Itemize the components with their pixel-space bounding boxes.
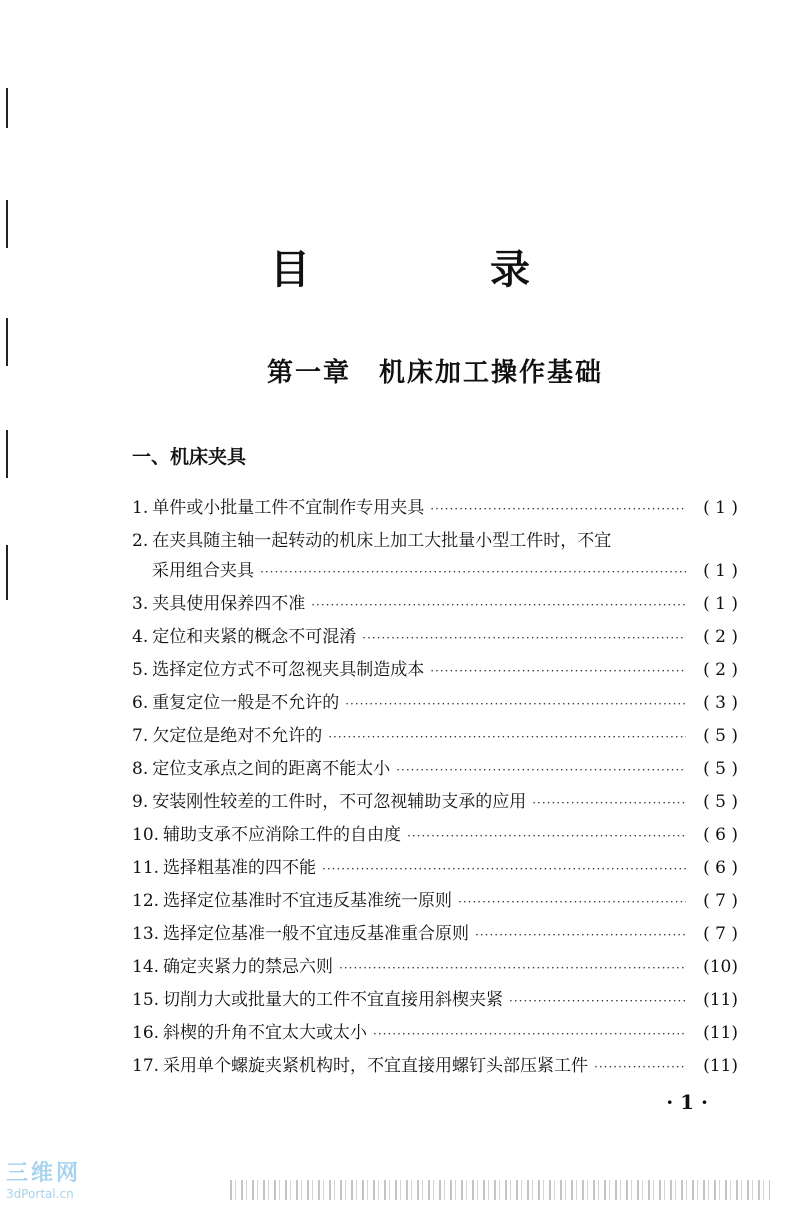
dot-leader [311,589,686,622]
toc-entry-page: ( 1 ) [703,561,738,581]
toc-entry-page: ( 7 ) [703,924,738,944]
dot-leader [458,886,686,919]
toc-entry-page: ( 6 ) [703,825,738,845]
toc-entry-number: 10. [132,825,160,845]
dot-leader [322,853,686,886]
toc-entry-title: 定位和夹紧的概念不可混淆 [152,627,357,647]
toc-entry-page: (11) [703,990,738,1010]
toc-entry-title: 夹具使用保养四不准 [152,594,306,614]
dot-leader [328,721,686,754]
toc-entry-title: 切削力大或批量大的工件不宜直接用斜楔夹紧 [163,990,504,1010]
toc-entry[interactable] [132,588,738,621]
toc-entry-title: 选择定位基准一般不宜违反基准重合原则 [163,924,470,944]
toc-entry[interactable] [132,951,738,984]
toc-entry[interactable] [132,654,738,687]
toc-entry-number: 9. [132,792,149,812]
toc-entry-number: 14. [132,957,160,977]
page-title: 目 录 [270,247,600,293]
toc-entry-number: 2. [132,531,149,551]
dot-leader [339,952,686,985]
toc-entry-title: 安装刚性较差的工件时，不可忽视辅助支承的应用 [152,792,527,812]
toc-entry-page: ( 5 ) [703,726,738,746]
toc-entry-title: 选择粗基准的四不能 [163,858,317,878]
toc-entry[interactable] [132,687,738,720]
dot-leader [532,787,686,820]
section-heading: 一、机床夹具 [132,446,247,468]
watermark-logo [6,1156,81,1201]
toc-entry-title: 定位支承点之间的距离不能太小 [152,759,391,779]
toc-entry-title: 采用单个螺旋夹紧机构时，不宜直接用螺钉头部压紧工件 [163,1056,589,1076]
chapter-heading: 第一章 机床加工操作基础 [266,358,603,388]
toc-entry-title: 单件或小批量工件不宜制作专用夹具 [152,498,425,518]
toc-entry[interactable] [132,918,738,951]
toc-entry-page: ( 2 ) [703,660,738,680]
toc-entry[interactable] [132,492,738,525]
toc-entry[interactable] [132,621,738,654]
toc-entry-page: (11) [703,1056,738,1076]
watermark-text: 三维网 [6,1161,82,1186]
toc-entry[interactable] [132,753,738,786]
dot-leader [373,1018,686,1051]
toc-entry-number: 15. [132,990,160,1010]
toc-entry-page: (11) [703,1023,738,1043]
toc-entry-title: 斜楔的升角不宜太大或太小 [163,1023,368,1043]
dot-leader [396,754,686,787]
toc-entry-page: ( 1 ) [703,594,738,614]
toc-entry-page: ( 2 ) [703,627,738,647]
dot-leader [594,1051,686,1084]
dot-leader [475,919,686,952]
watermark-url: 3dPortal.cn [6,1187,74,1201]
toc-entry-title: 辅助支承不应消除工件的自由度 [163,825,402,845]
page-number: · 1 · [666,1090,708,1114]
toc-entry-number: 6. [132,693,149,713]
toc-entry-title: 选择定位方式不可忽视夹具制造成本 [152,660,425,680]
toc-entry-number: 13. [132,924,160,944]
dot-leader [407,820,686,853]
toc-entry[interactable] [132,525,738,555]
dot-leader [345,688,686,721]
toc-entry-title: 重复定位一般是不允许的 [152,693,340,713]
table-of-contents [132,492,738,1083]
toc-entry-number: 16. [132,1023,160,1043]
toc-entry-number: 17. [132,1056,160,1076]
toc-entry-title: 采用组合夹具 [152,561,254,581]
toc-entry-number: 8. [132,759,149,779]
toc-entry-title: 在夹具随主轴一起转动的机床上加工大批量小型工件时，不宜 [152,531,612,551]
toc-entry-title: 确定夹紧力的禁忌六则 [163,957,334,977]
margin-mark [6,88,8,128]
dot-leader [509,985,686,1018]
toc-entry-number: 7. [132,726,149,746]
toc-entry-page: ( 3 ) [703,693,738,713]
toc-entry-page: ( 5 ) [703,759,738,779]
toc-entry-number: 3. [132,594,149,614]
dot-leader [260,556,686,589]
toc-entry-title: 选择定位基准时不宜违反基准统一原则 [163,891,453,911]
margin-mark [6,430,8,478]
toc-entry-number: 4. [132,627,149,647]
scan-noise-strip [230,1180,770,1200]
toc-entry-number: 12. [132,891,160,911]
toc-entry[interactable] [132,1050,738,1083]
toc-entry[interactable] [132,984,738,1017]
toc-entry-number: 1. [132,498,149,518]
toc-entry-page: ( 1 ) [703,498,738,518]
toc-entry[interactable] [132,819,738,852]
toc-entry[interactable] [132,852,738,885]
toc-entry-page: (10) [703,957,738,977]
toc-entry-page: ( 7 ) [703,891,738,911]
toc-entry[interactable] [132,786,738,819]
toc-entry-number: 11. [132,858,160,878]
dot-leader [430,655,686,688]
dot-leader [430,493,686,526]
toc-entry[interactable] [132,885,738,918]
dot-leader [362,622,686,655]
toc-entry[interactable] [132,1017,738,1050]
toc-entry-number: 5. [132,660,149,680]
toc-entry-page: ( 5 ) [703,792,738,812]
toc-entry-continuation[interactable] [132,555,738,588]
toc-entry-page: ( 6 ) [703,858,738,878]
margin-mark [6,545,8,600]
toc-entry-title: 欠定位是绝对不允许的 [152,726,323,746]
toc-entry[interactable] [132,720,738,753]
